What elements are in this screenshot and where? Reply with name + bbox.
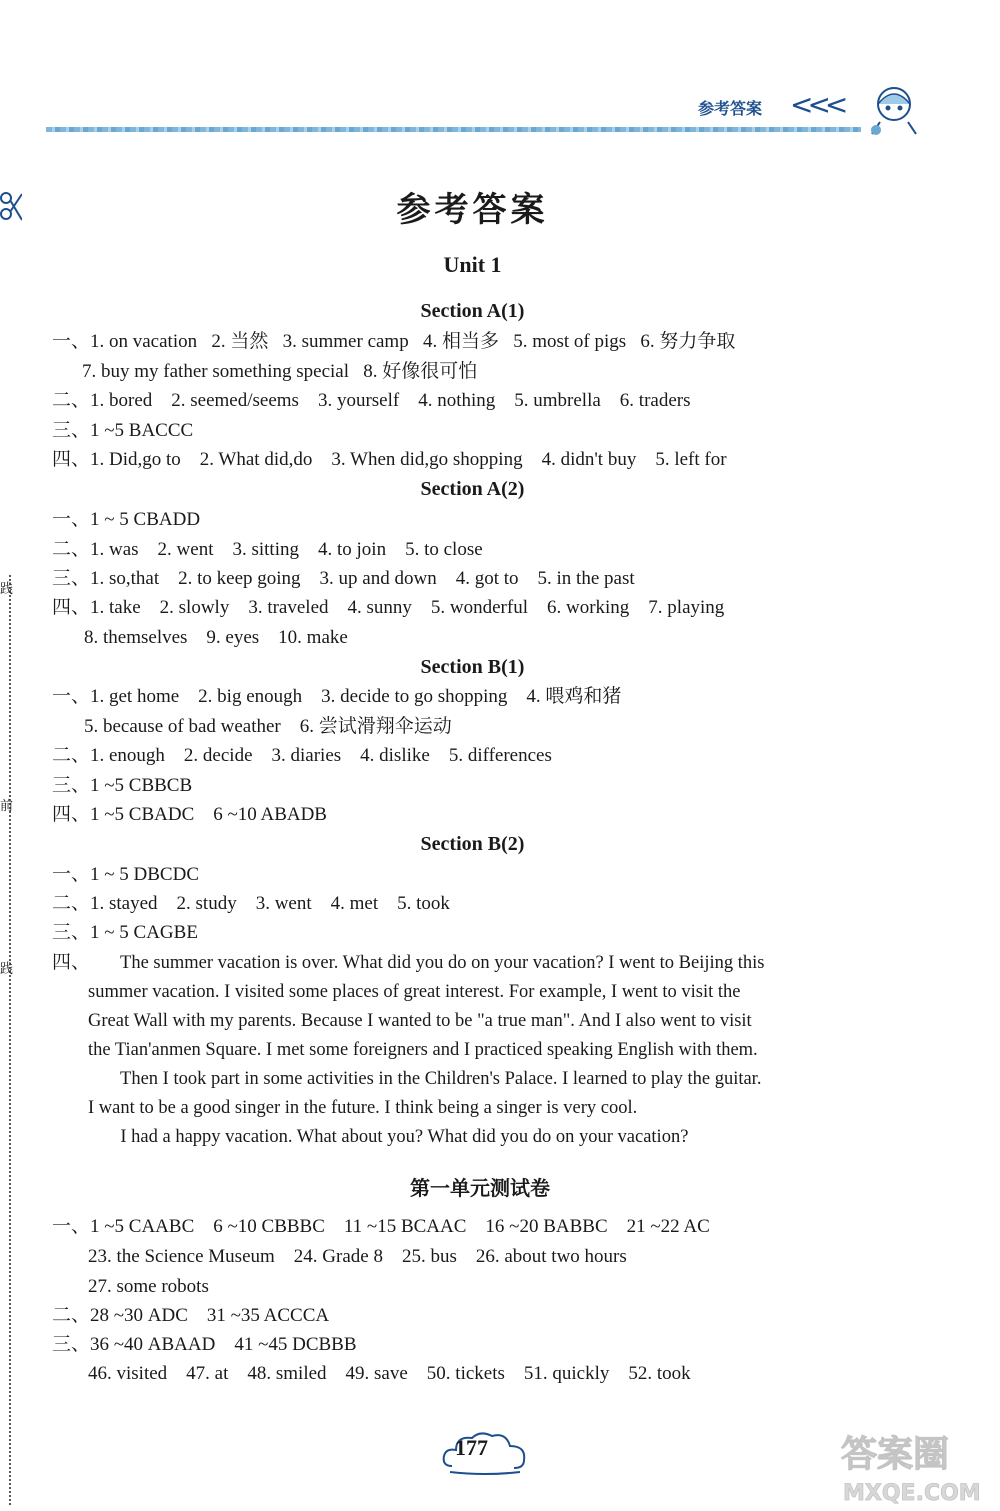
answer-line: 8. themselves 9. eyes 10. make xyxy=(84,627,348,648)
answer-line: 23. the Science Museum 24. Grade 8 25. bus 26. about two hours xyxy=(88,1246,627,1267)
mascot-icon xyxy=(858,78,928,138)
answer-line: 27. some robots xyxy=(88,1276,209,1297)
svg-text:MXQE.COM: MXQE.COM xyxy=(843,1481,981,1506)
header-rule xyxy=(46,127,861,132)
answer-line: 二、1. bored 2. seemed/seems 3. yourself 4. nothing 5. umbrella 6. traders xyxy=(52,390,691,411)
essay-line: Great Wall with my parents. Because I wanted to be "a true man". And I also went to visit xyxy=(88,1011,752,1031)
answer-line: 5. because of bad weather 6. 尝试滑翔伞运动 xyxy=(84,716,452,737)
essay-line: Then I took part in some activities in the Children's Palace. I learned to play the guitar. xyxy=(88,1069,762,1089)
answer-line: 四、 xyxy=(52,952,91,973)
essay-line: I want to be a good singer in the future. I think being a singer is very cool. xyxy=(88,1098,638,1118)
answer-line: 四、1. Did,go to 2. What did,do 3. When did,go shopping 4. didn't buy 5. left for xyxy=(52,449,727,470)
answer-line: 一、1 ~5 CAABC 6 ~10 CBBBC 11 ~15 BCAAC 16 ~20 BABBC 21 ~22 AC xyxy=(52,1216,710,1237)
answer-line: 三、1. so,that 2. to keep going 3. up and down 4. got to 5. in the past xyxy=(52,568,635,589)
essay-line: The summer vacation is over. What did you do on your vacation? I went to Beijing this xyxy=(88,953,765,973)
essay-line: the Tian'anmen Square. I met some foreigners and I practiced speaking English with them. xyxy=(88,1040,758,1060)
answer-line: 三、36 ~40 ABAAD 41 ~45 DCBBB xyxy=(52,1334,357,1355)
test-title: 第一单元测试卷 xyxy=(410,1176,550,1200)
section-heading: Section A(2) xyxy=(420,478,525,500)
answer-line: 一、1 ~ 5 DBCDC xyxy=(52,864,199,885)
answer-line: 一、1. get home 2. big enough 3. decide to go shopping 4. 喂鸡和猪 xyxy=(52,686,622,707)
answer-line: 二、1. stayed 2. study 3. went 4. met 5. took xyxy=(52,893,450,914)
essay-line: summer vacation. I visited some places of great interest. For example, I went to visit the xyxy=(88,982,741,1002)
cut-glyph: 践 xyxy=(0,582,14,597)
header-label: 参考答案 xyxy=(698,99,763,118)
essay-line: I had a happy vacation. What about you? What did you do on your vacation? xyxy=(88,1127,689,1147)
answer-line: 四、1. take 2. slowly 3. traveled 4. sunny 5. wonderful 6. working 7. playing xyxy=(52,597,725,618)
answer-line: 三、1 ~5 CBBCB xyxy=(52,775,193,796)
answer-line: 46. visited 47. at 48. smiled 49. save 50. tickets 51. quickly 52. took xyxy=(88,1363,691,1384)
cut-line xyxy=(9,575,11,1505)
watermark-logo xyxy=(835,1420,1000,1511)
section-heading: Section B(2) xyxy=(420,833,525,855)
section-heading: Section A(1) xyxy=(420,300,525,322)
unit-heading: Unit 1 xyxy=(443,252,502,277)
chevrons-icon: <<< xyxy=(790,88,843,121)
answer-line: 一、1 ~ 5 CBADD xyxy=(52,509,201,530)
answer-line: 二、28 ~30 ADC 31 ~35 ACCCA xyxy=(52,1305,330,1326)
answer-line: 二、1. enough 2. decide 3. diaries 4. dislike 5. differences xyxy=(52,745,552,766)
answer-line: 7. buy my father something special 8. 好像很可怕 xyxy=(82,361,478,382)
answer-line: 三、1 ~ 5 CAGBE xyxy=(52,922,198,943)
answer-line: 四、1 ~5 CBADC 6 ~10 ABADB xyxy=(52,804,327,825)
cut-glyph: 前 xyxy=(0,799,14,814)
answer-line: 三、1 ~5 BACCC xyxy=(52,420,194,441)
answer-line: 一、1. on vacation 2. 当然 3. summer camp 4. 相当多 5. most of pigs 6. 努力争取 xyxy=(52,331,736,352)
section-heading: Section B(1) xyxy=(420,656,525,678)
answer-line: 二、1. was 2. went 3. sitting 4. to join 5. to close xyxy=(52,539,483,560)
cut-glyph: 践 xyxy=(0,962,14,977)
page-number: 177 xyxy=(455,1435,488,1460)
page-title: 参考答案 xyxy=(396,190,549,230)
svg-text:答案圈: 答案圈 xyxy=(841,1434,950,1475)
